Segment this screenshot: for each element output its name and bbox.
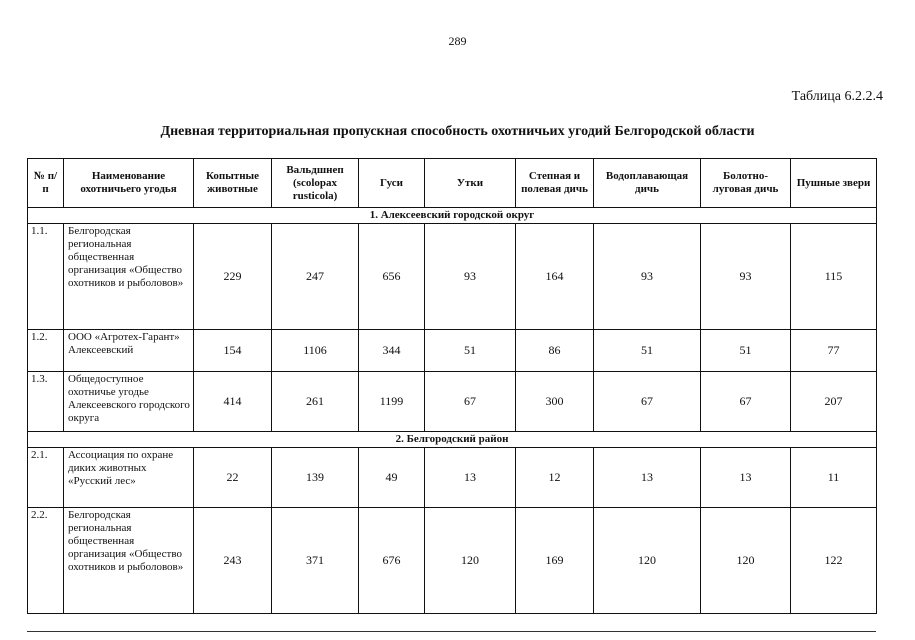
table-row [28,372,877,432]
cell-marsh-meadow-game: 120 [701,508,791,614]
header-steppe-field-game: Степная и полевая дичь [516,159,594,208]
cell-woodcock: 261 [272,372,359,432]
territorial-capacity-table [27,158,877,614]
header-fur-animals: Пушные звери [791,159,877,208]
cell-woodcock: 247 [272,224,359,330]
section-row [28,432,877,448]
cell-waterfowl: 67 [594,372,701,432]
document-title: Дневная территориальная пропускная способность охотничьих угодий Белгородской области [160,124,755,139]
section-title: 1. Алексеевский городской округ [28,208,877,224]
row-name: Общедоступное охотничье угодье Алексеевского городского округа [64,372,194,432]
header-ungulates: Копытные животные [194,159,272,208]
cell-marsh-meadow-game: 13 [701,448,791,508]
cell-steppe-field-game: 169 [516,508,594,614]
row-index: 1.1. [28,224,64,330]
row-index: 1.2. [28,330,64,372]
row-name: Белгородская региональная общественная организация «Общество охотников и рыболовов» [64,508,194,614]
cell-fur-animals: 11 [791,448,877,508]
row-name: ООО «Агротех-Гарант» Алексеевский [64,330,194,372]
cell-woodcock: 139 [272,448,359,508]
cell-waterfowl: 51 [594,330,701,372]
row-name: Ассоциация по охране диких животных «Русский лес» [64,448,194,508]
cell-waterfowl: 93 [594,224,701,330]
row-index: 2.2. [28,508,64,614]
table-header-row [28,159,877,208]
bottom-border-line [27,631,876,632]
cell-fur-animals: 207 [791,372,877,432]
cell-geese: 676 [359,508,425,614]
cell-marsh-meadow-game: 51 [701,330,791,372]
cell-woodcock: 371 [272,508,359,614]
table-row [28,224,877,330]
cell-fur-animals: 77 [791,330,877,372]
header-geese: Гуси [359,159,425,208]
cell-ducks: 67 [425,372,516,432]
table-row [28,448,877,508]
header-number: № п/п [28,159,64,208]
table-row [28,508,877,614]
row-index: 2.1. [28,448,64,508]
row-index: 1.3. [28,372,64,432]
cell-ungulates: 414 [194,372,272,432]
cell-ungulates: 243 [194,508,272,614]
header-waterfowl: Водоплавающая дичь [594,159,701,208]
cell-ungulates: 22 [194,448,272,508]
cell-ducks: 93 [425,224,516,330]
cell-fur-animals: 122 [791,508,877,614]
cell-ducks: 120 [425,508,516,614]
cell-steppe-field-game: 86 [516,330,594,372]
cell-geese: 49 [359,448,425,508]
cell-fur-animals: 115 [791,224,877,330]
cell-ungulates: 229 [194,224,272,330]
table-label: Таблица 6.2.2.4 [791,89,883,104]
cell-woodcock: 1106 [272,330,359,372]
cell-ducks: 51 [425,330,516,372]
cell-steppe-field-game: 164 [516,224,594,330]
cell-ducks: 13 [425,448,516,508]
cell-geese: 344 [359,330,425,372]
cell-waterfowl: 120 [594,508,701,614]
cell-geese: 656 [359,224,425,330]
cell-geese: 1199 [359,372,425,432]
section-row [28,208,877,224]
cell-marsh-meadow-game: 93 [701,224,791,330]
cell-steppe-field-game: 300 [516,372,594,432]
header-ducks: Утки [425,159,516,208]
row-name: Белгородская региональная общественная организация «Общество охотников и рыболовов» [64,224,194,330]
cell-ungulates: 154 [194,330,272,372]
cell-waterfowl: 13 [594,448,701,508]
table-row [28,330,877,372]
header-marsh-meadow-game: Болотно-луговая дичь [701,159,791,208]
section-title: 2. Белгородский район [28,432,877,448]
header-woodcock: Вальдшнеп (scolopax rusticola) [272,159,359,208]
page-number: 289 [448,34,467,48]
cell-marsh-meadow-game: 67 [701,372,791,432]
header-hunting-ground-name: Наименование охотничьего угодья [64,159,194,208]
cell-steppe-field-game: 12 [516,448,594,508]
